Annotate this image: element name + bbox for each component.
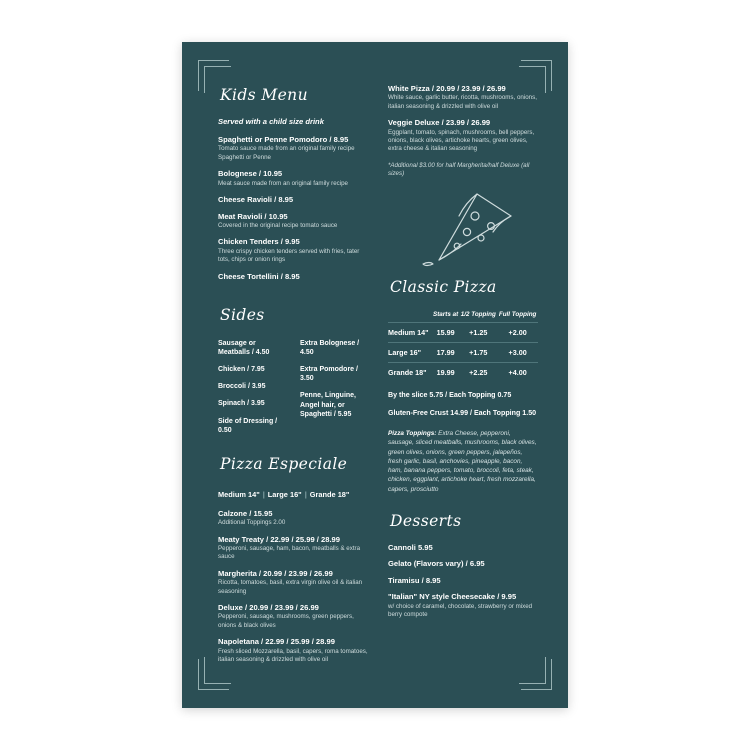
list-item (388, 84, 538, 111)
item-name: Deluxe / 20.99 / 23.99 / 26.99 (218, 602, 319, 612)
table-row (388, 362, 538, 382)
list-item (218, 535, 368, 562)
item-name: Gelato (Flavors vary) / 6.95 (388, 559, 485, 569)
item-description: Fresh sliced Mozzarella, basil, capers, roma tomatoes, italian seasoning & drizzled with olive oil (218, 647, 368, 664)
item-description: w/ choice of caramel, chocolate, strawberry or mixed berry compote (388, 602, 533, 619)
menu-board (182, 42, 568, 708)
list-item (388, 592, 538, 619)
item-name: Tiramisu / 8.95 (388, 575, 441, 585)
size-separator: | (262, 489, 265, 499)
pizza-size-row (218, 490, 368, 499)
item-name: Bolognese / 10.95 (218, 169, 283, 179)
size-large: Large 16" (267, 489, 302, 499)
title-brush-stroke (216, 457, 342, 472)
item-name: Chicken Tenders / 9.95 (218, 237, 300, 247)
item-name: "Italian" NY style Cheesecake / 9.95 (388, 592, 517, 602)
cell-half-topping: +1.25 (459, 322, 497, 342)
pizza-toppings-list (388, 429, 538, 494)
item-description: Pepperoni, sausage, ham, bacon, meatballs & extra sauce (218, 545, 361, 561)
item-description: Pepperoni, sausage, mushrooms, green peppers, onions & black olives (218, 613, 354, 629)
cell-starts-at: 19.99 (436, 367, 455, 377)
cell-full-topping: +4.00 (508, 367, 527, 377)
item-name: Meat Ravioli / 10.95 (218, 211, 288, 221)
cell-size: Large 16" (388, 342, 432, 362)
cell-starts-at: 17.99 (432, 342, 459, 362)
section-sides (218, 304, 368, 443)
table-row (388, 342, 538, 362)
list-item: Chicken / 7.95 (218, 366, 265, 374)
item-name: Margherita / 20.99 / 23.99 / 26.99 (218, 568, 333, 578)
cell-full-topping: +2.00 (497, 322, 538, 342)
by-the-slice-pricing: By the slice 5.75 / Each Topping 0.75 (388, 390, 512, 399)
table-row (388, 322, 538, 342)
classic-pizza-price-table (388, 311, 538, 381)
section-title-pizza-especiale: Pizza Especiale (218, 453, 353, 476)
item-description: White sauce, garlic butter, ricotta, mushrooms, onions, italian seasoning & drizzled with olive oil (388, 94, 537, 110)
column-header-starts-at: Starts at (432, 311, 459, 322)
section-pizza-especiale (218, 453, 368, 665)
section-desserts (388, 510, 538, 620)
gluten-free-pricing: Gluten-Free Crust 14.99 / Each Topping 1.50 (388, 409, 537, 418)
section-kids-menu (218, 84, 368, 281)
list-item (218, 637, 368, 664)
toppings-label: Pizza Toppings: (388, 430, 437, 437)
item-name: Meaty Treaty / 22.99 / 25.99 / 28.99 (218, 534, 341, 544)
section-title-sides: Sides (218, 304, 271, 327)
list-item (388, 118, 538, 154)
section-title-kids-menu: Kids Menu (218, 84, 314, 107)
list-item: Broccoli / 3.95 (218, 383, 266, 391)
title-brush-stroke (386, 280, 504, 295)
item-description: Meat sauce made from an original family recipe (218, 179, 348, 187)
list-item (218, 195, 368, 204)
item-description: Covered in the original recipe tomato sauce (218, 222, 338, 230)
section-title-desserts: Desserts (388, 510, 467, 533)
list-item: Side of Dressing / 0.50 (218, 417, 278, 434)
title-brush-stroke (216, 88, 324, 103)
list-item: Sausage or Meatballs / 4.50 (218, 340, 270, 357)
cell-half-topping: +2.25 (469, 367, 488, 377)
item-description: Ricotta, tomatoes, basil, extra virgin olive oil & italian seasoning (218, 579, 363, 595)
list-item (218, 169, 368, 188)
title-brush-stroke (216, 308, 278, 323)
item-name: Veggie Deluxe / 23.99 / 26.99 (388, 118, 491, 128)
sides-grid (218, 339, 368, 443)
list-item (388, 559, 538, 568)
menu-columns (218, 84, 538, 672)
menu-column-right (388, 84, 538, 672)
list-item: Spinach / 3.95 (218, 400, 265, 408)
list-item: Extra Pomodore / 3.50 (300, 366, 358, 383)
cell-size: Medium 14" (388, 322, 432, 342)
cell-full-topping: +3.00 (497, 342, 538, 362)
item-name: Cheese Tortellini / 8.95 (218, 271, 300, 281)
list-item (218, 603, 368, 630)
item-name: Cheese Ravioli / 8.95 (218, 195, 294, 205)
column-header-half-topping: 1/2 Topping (459, 311, 497, 322)
sides-column-right (300, 339, 368, 443)
list-item (218, 509, 368, 528)
column-header-size (388, 311, 432, 322)
item-description: Three crispy chicken tenders served with fries, tater tots, chips or onion rings (218, 247, 360, 264)
half-and-half-note: *Additional $3.00 for half Margherita/half Deluxe (all sizes) (388, 161, 530, 178)
list-item: Extra Bolognese / 4.50 (300, 340, 360, 357)
item-name: Cannoli 5.95 (388, 542, 433, 552)
list-item: Penne, Linguine, Angel hair, or Spaghetti / 5.95 (300, 392, 357, 418)
title-brush-stroke (386, 514, 472, 529)
size-medium: Medium 14" (218, 489, 260, 499)
pizza-slice-illustration (403, 186, 523, 272)
list-item (218, 237, 368, 264)
toppings-text: Extra Cheese, pepperoni, sausage, sliced meatballs, mushrooms, black olives, green olives, onions, green peppers, jalapeños, fresh garlic, basil, anchovies, pineapple, bacon, ham, banana peppers, tomato, broccoli, feta, steak, chicken, eggplant, artichoke heart, fresh mozzarella, capers, prosciutto (388, 430, 537, 493)
item-description: Tomato sauce made from an original family recipe Spaghetti or Penne (218, 145, 355, 161)
cell-starts-at: 15.99 (432, 322, 459, 342)
list-item (218, 569, 368, 596)
cell-half-topping: +1.75 (459, 342, 497, 362)
column-header-full-topping: Full Topping (497, 311, 538, 322)
kids-menu-lead: Served with a child size drink (218, 117, 324, 126)
list-item (218, 212, 368, 231)
section-title-classic-pizza: Classic Pizza (388, 276, 503, 299)
section-classic-pizza (388, 276, 538, 493)
item-description: Eggplant, tomato, spinach, mushrooms, bell peppers, onions, black olives, artichoke hearts, green olives, extra cheese & italian seasoning (388, 128, 535, 153)
item-description: Additional Toppings 2.00 (218, 519, 286, 527)
size-grande: Grande 18" (309, 489, 350, 499)
menu-column-left (218, 84, 368, 672)
item-name: Spaghetti or Penne Pomodoro / 8.95 (218, 135, 349, 144)
section-specialty-pizza-top (388, 84, 538, 178)
item-name: White Pizza / 20.99 / 23.99 / 26.99 (388, 84, 506, 93)
item-name: Calzone / 15.95 (218, 508, 273, 518)
item-name: Napoletana / 22.99 / 25.99 / 28.99 (218, 637, 335, 647)
cell-size: Grande 18" (388, 367, 427, 377)
list-item (218, 135, 368, 162)
size-separator: | (304, 489, 307, 499)
list-item (218, 272, 368, 281)
table-header-row (388, 311, 538, 322)
list-item (388, 576, 538, 585)
list-item (388, 543, 538, 552)
sides-column-left (218, 339, 286, 443)
